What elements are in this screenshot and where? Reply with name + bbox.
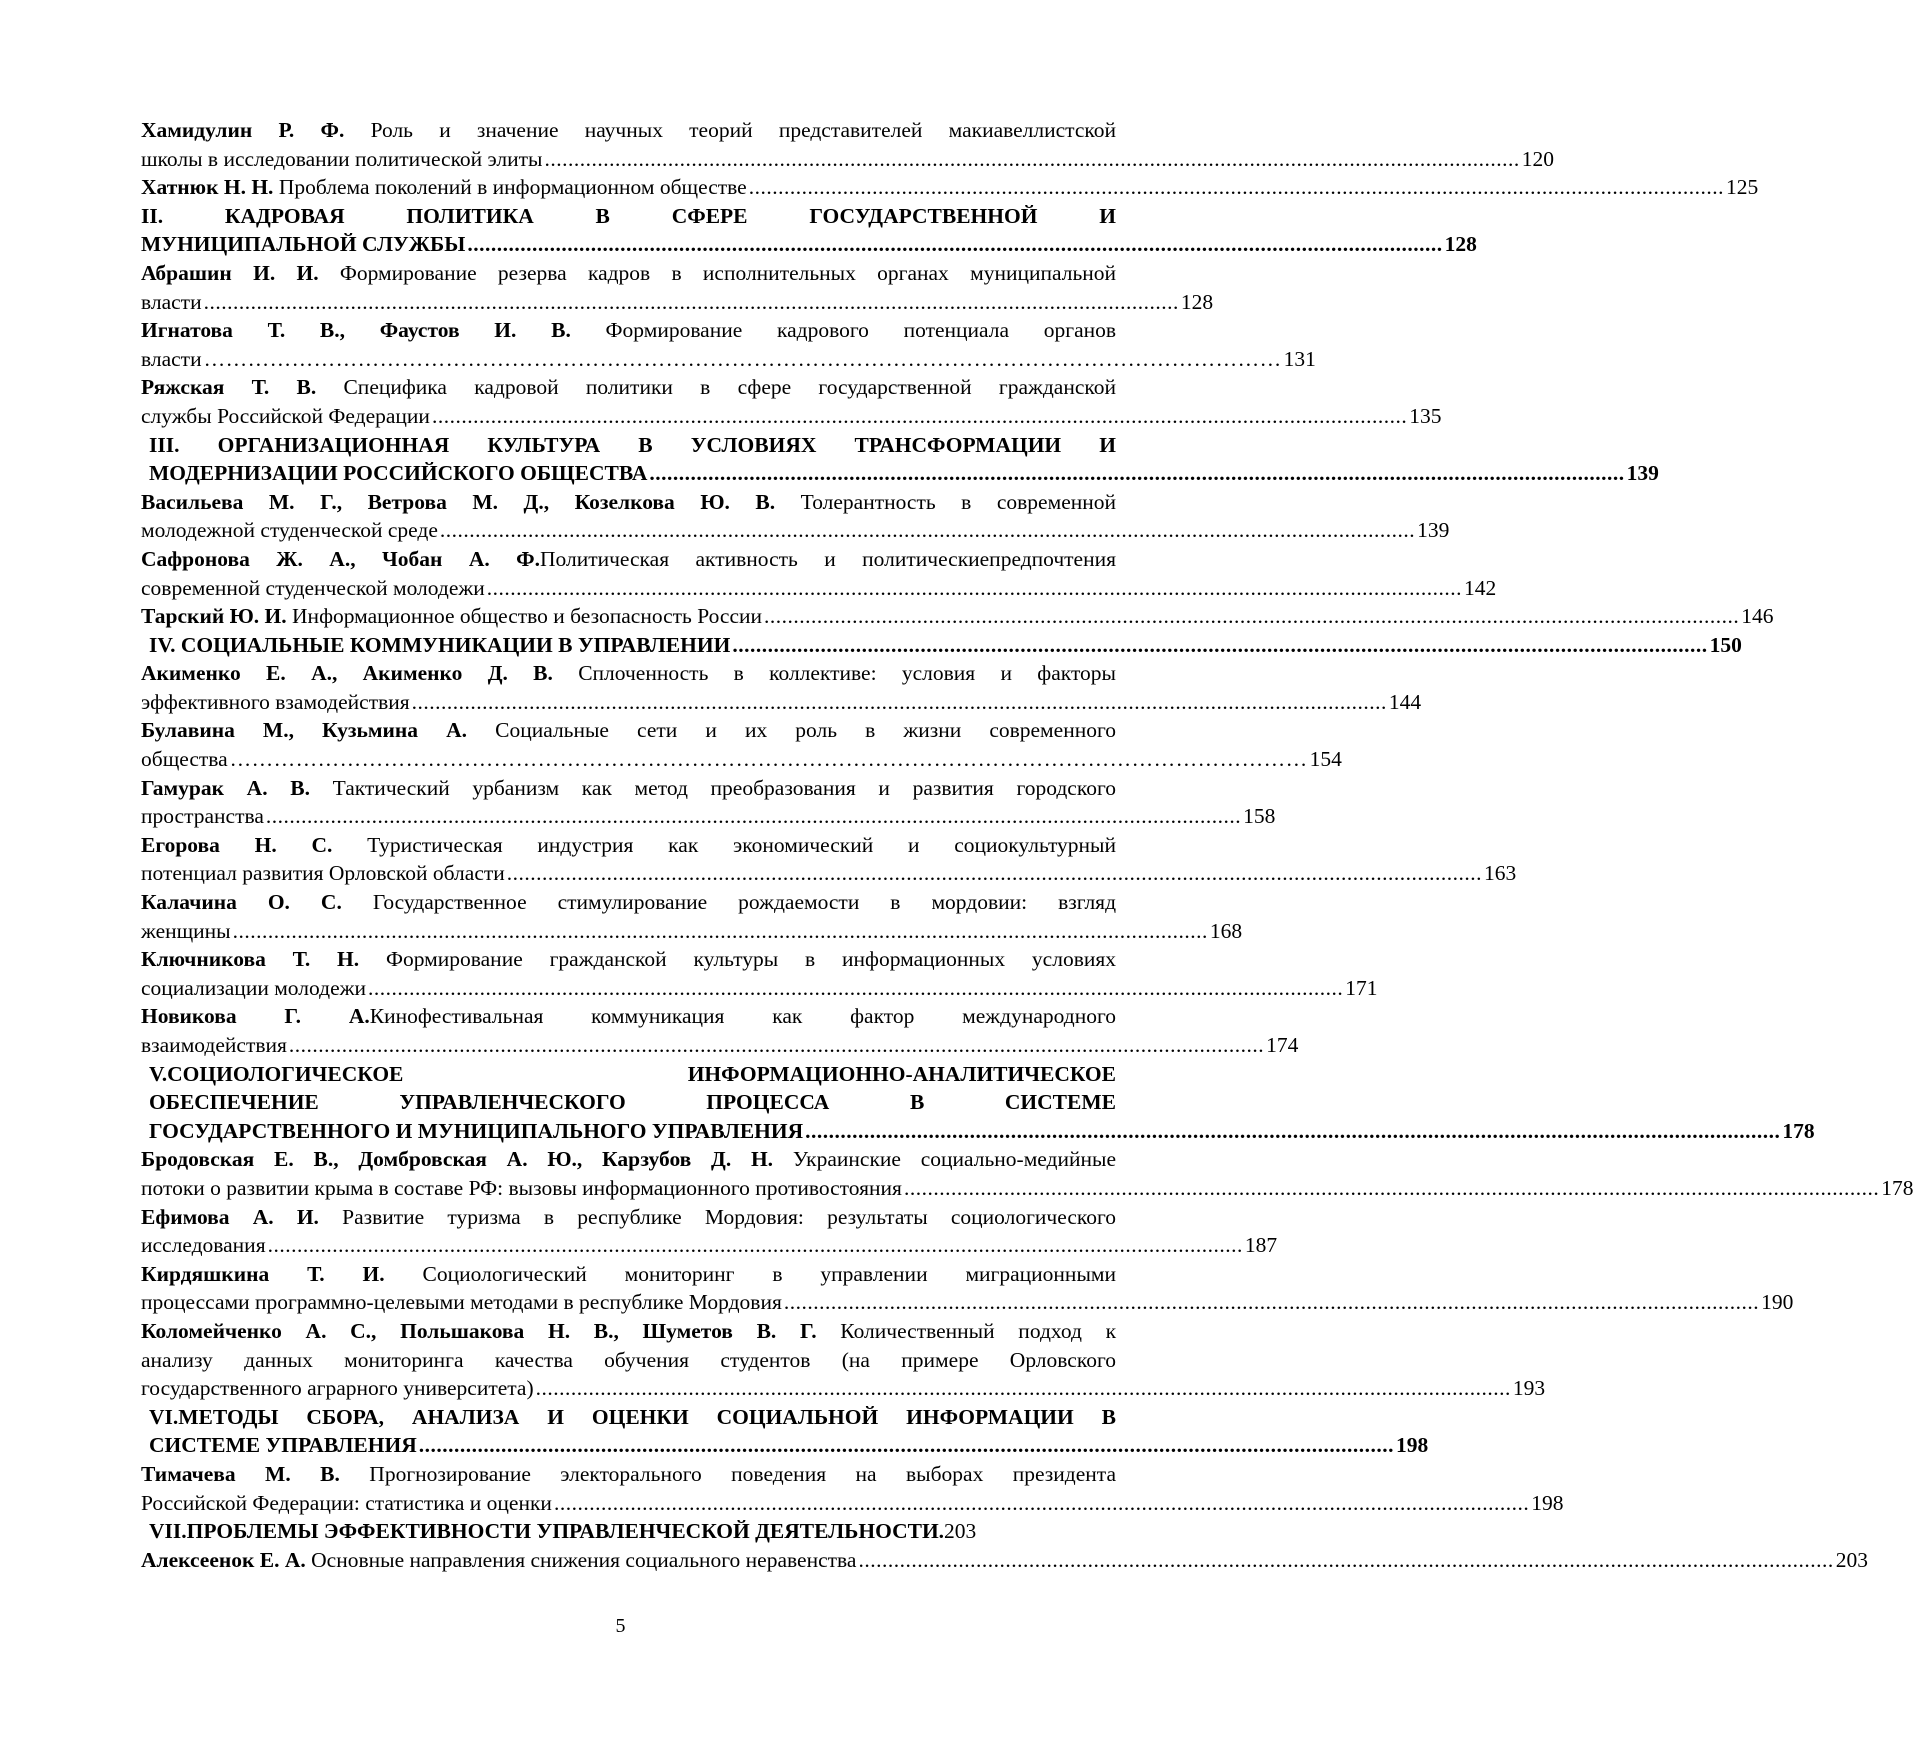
- toc-line: [141, 745, 1342, 774]
- section-heading: [141, 230, 1477, 259]
- page-ref: 146: [1741, 604, 1774, 629]
- page-ref: 150: [1709, 632, 1742, 657]
- section-title: СИСТЕМЕ УПРАВЛЕНИЯ: [149, 1433, 417, 1458]
- toc-line: [141, 859, 1517, 888]
- toc-line: [141, 1145, 1116, 1174]
- toc-line: [141, 488, 1116, 517]
- page-ref: 203: [944, 1519, 977, 1544]
- page-ref: 174: [1266, 1033, 1299, 1057]
- entry-title: Политическая активность и политическиепредпочтения: [539, 546, 1116, 571]
- entry-author: Гамурак А. В.: [141, 775, 310, 800]
- entry-title: Количественный подход к: [840, 1318, 1117, 1343]
- entry-title: школы в исследовании политической элиты: [141, 146, 543, 171]
- entry-title: эффективного взамодействия: [141, 689, 410, 714]
- page-ref: 144: [1388, 689, 1422, 714]
- toc-line: [141, 1031, 1299, 1060]
- entry-author: Игнатова Т. В., Фаустов И. В.: [141, 318, 571, 343]
- entry-title: Украинские социально-медийные: [792, 1147, 1117, 1172]
- toc-line: [141, 402, 1442, 431]
- entry-title: Кинофестивальная коммуникация как фактор международного: [369, 1004, 1116, 1029]
- leader-dots: ......................................................................................................................................................................: [903, 1175, 1880, 1200]
- entry-author: Тимачева М. В.: [141, 1461, 340, 1486]
- toc-line: [141, 974, 1378, 1003]
- section-heading: [141, 631, 1742, 660]
- toc-line: [141, 259, 1116, 288]
- toc-line: [141, 288, 1214, 317]
- leader-dots: ......................................................................................................................................................................: [732, 632, 1708, 657]
- entry-title: Формирование гражданской культуры в информационных условиях: [386, 947, 1116, 972]
- page-ref: 128: [1444, 232, 1477, 257]
- page-ref: 178: [1782, 1118, 1815, 1143]
- page-ref: 168: [1209, 918, 1243, 943]
- entry-title: пространства: [141, 804, 264, 829]
- toc-line: [141, 1288, 1794, 1317]
- toc-line: [141, 945, 1116, 974]
- toc-line: [141, 1346, 1116, 1375]
- leader-dots: ......................................................................................................................................................................: [748, 175, 1724, 200]
- toc-line: [141, 173, 1759, 202]
- leader-dots: ......................................................................................................................................................................: [467, 232, 1443, 257]
- toc-line: [141, 688, 1422, 717]
- toc-line: [141, 659, 1116, 688]
- page-ref: 190: [1761, 1290, 1794, 1315]
- entry-author: Акименко Е. А., Акименко Д. В.: [141, 661, 553, 686]
- entry-title: Информационное общество и безопасность России: [292, 604, 763, 629]
- leader-dots: …………………………………………………………………………………………………………………………………: [203, 346, 1282, 371]
- leader-dots: ......................................................................................................................................................................: [203, 289, 1179, 314]
- leader-dots: ......................................................................................................................................................................: [431, 403, 1408, 428]
- entry-author: Булавина М., Кузьмина А.: [141, 718, 468, 743]
- page-ref: 125: [1725, 175, 1759, 200]
- entry-author: Хамидулин Р. Ф.: [141, 118, 345, 142]
- leader-dots: ......................................................................................................................................................................: [486, 575, 1463, 600]
- toc-line: [141, 316, 1116, 345]
- page-ref: 203: [1835, 1547, 1868, 1572]
- leader-dots: ......................................................................................................................................................................: [764, 604, 1740, 629]
- page-ref: 128: [1180, 289, 1214, 314]
- entry-author: Егорова Н. С.: [141, 832, 333, 857]
- section-heading: [141, 1517, 1116, 1546]
- entry-title: Социологический мониторинг в управлении миграционными: [422, 1261, 1116, 1286]
- entry-title: Основные направления снижения социального неравенства: [311, 1547, 857, 1572]
- leader-dots: ......................................................................................................................................................................: [649, 461, 1625, 486]
- toc-line: [141, 574, 1497, 603]
- entry-author: Калачина О. С.: [141, 890, 342, 915]
- page-number: 5: [615, 1615, 626, 1637]
- leader-dots: ......................................................................................................................................................................: [418, 1433, 1394, 1458]
- entry-title: Сплоченность в коллективе: условия и факторы: [578, 661, 1117, 686]
- toc-line: [141, 545, 1116, 574]
- entry-author: Хатнюк Н. Н.: [141, 175, 274, 200]
- entry-title: общества: [141, 747, 228, 772]
- toc-line: [141, 1374, 1546, 1403]
- entry-title: молодежной студенческой среде: [141, 518, 438, 543]
- entry-author: Алексеенок Е. А.: [141, 1547, 306, 1572]
- page-ref: 131: [1283, 346, 1316, 371]
- entry-title: взаимодействия: [141, 1033, 287, 1057]
- leader-dots: …………………………………………………………………………………………………………………………………: [229, 747, 1308, 772]
- entry-author: Тарский Ю. И.: [141, 604, 287, 629]
- toc-line: [141, 888, 1116, 917]
- toc-line: [141, 1460, 1116, 1489]
- entry-title: Прогнозирование электорального поведения на выборах президента: [369, 1461, 1116, 1486]
- entry-title: Толерантность в современной: [800, 489, 1117, 514]
- section-heading: ОБЕСПЕЧЕНИЕ УПРАВЛЕНЧЕСКОГО ПРОЦЕССА В СИСТЕМЕ: [149, 1090, 1116, 1115]
- entry-title: государственного аграрного университета): [141, 1376, 534, 1401]
- section-title: ГОСУДАРСТВЕННОГО И МУНИЦИПАЛЬНОГО УПРАВЛЕНИЯ: [149, 1118, 804, 1143]
- entry-title: женщины: [141, 918, 231, 943]
- entry-author: Васильева М. Г., Ветрова М. Д., Козелкова Ю. В.: [141, 489, 776, 514]
- page-ref: 163: [1484, 861, 1517, 886]
- section-heading: [141, 1117, 1815, 1146]
- toc-line: [141, 516, 1450, 545]
- toc-line: [141, 1002, 1116, 1031]
- leader-dots: ......................................................................................................................................................................: [288, 1033, 1265, 1057]
- leader-dots: ......................................................................................................................................................................: [805, 1118, 1781, 1143]
- page-ref: 193: [1512, 1376, 1546, 1401]
- entry-title: Формирование кадрового потенциала органов: [605, 318, 1117, 343]
- entry-author: Кирдяшкина Т. И.: [141, 1261, 385, 1286]
- page-ref: 158: [1243, 804, 1276, 829]
- entry-title: исследования: [141, 1233, 266, 1258]
- page-ref: 120: [1521, 146, 1554, 171]
- entry-title: Развитие туризма в республике Мордовия: результаты социологического: [342, 1204, 1117, 1229]
- leader-dots: ......................................................................................................................................................................: [367, 975, 1344, 1000]
- entry-title: Туристическая индустрия как экономический и социокультурный: [367, 832, 1117, 857]
- section-title: VII.ПРОБЛЕМЫ ЭФФЕКТИВНОСТИ УПРАВЛЕНЧЕСКОЙ ДЕЯТЕЛЬНОСТИ.: [149, 1519, 945, 1544]
- leader-dots: ......................................................................................................................................................................: [265, 804, 1242, 829]
- toc-line: [141, 774, 1116, 803]
- entry-title: потоки о развитии крыма в составе РФ: вызовы информационного противостояния: [141, 1175, 902, 1200]
- section-heading: III. ОРГАНИЗАЦИОННАЯ КУЛЬТУРА В УСЛОВИЯХ ТРАНСФОРМАЦИИ И: [149, 432, 1116, 457]
- page-ref: 142: [1464, 575, 1497, 600]
- leader-dots: ......................................................................................................................................................................: [783, 1290, 1760, 1315]
- page-ref: 198: [1395, 1433, 1429, 1458]
- toc-line: [141, 373, 1116, 402]
- leader-dots: ......................................................................................................................................................................: [411, 689, 1387, 714]
- entry-author: Абрашин И. И.: [141, 260, 319, 285]
- entry-author: Ефимова А. И.: [141, 1204, 319, 1229]
- entry-title: Российской Федерации: статистика и оценки: [141, 1490, 552, 1515]
- page-ref: 135: [1409, 403, 1442, 428]
- entry-title: Проблема поколений в информационном обществе: [278, 175, 747, 200]
- toc-line: [141, 1489, 1564, 1518]
- toc-line: [141, 716, 1116, 745]
- entry-title: власти: [141, 346, 202, 371]
- section-heading: VI.МЕТОДЫ СБОРА, АНАЛИЗА И ОЦЕНКИ СОЦИАЛЬНОЙ ИНФОРМАЦИИ В: [149, 1404, 1116, 1429]
- toc-line: [141, 917, 1243, 946]
- section-heading: [141, 459, 1659, 488]
- leader-dots: ......................................................................................................................................................................: [535, 1376, 1511, 1401]
- entry-title: Социальные сети и их роль в жизни современного: [495, 718, 1116, 743]
- leader-dots: ......................................................................................................................................................................: [858, 1547, 1834, 1572]
- page-ref: 139: [1626, 461, 1659, 486]
- leader-dots: ......................................................................................................................................................................: [439, 518, 1416, 543]
- toc-line: [141, 602, 1774, 631]
- leader-dots: ......................................................................................................................................................................: [544, 146, 1520, 171]
- page-ref: 171: [1345, 975, 1378, 1000]
- entry-title: Формирование резерва кадров в исполнительных органах муниципальной: [339, 260, 1117, 285]
- toc-line: [141, 1174, 1913, 1203]
- leader-dots: ......................................................................................................................................................................: [232, 918, 1208, 943]
- page-ref: 139: [1417, 518, 1450, 543]
- entry-title: Тактический урбанизм как метод преобразования и развития городского: [332, 775, 1116, 800]
- leader-dots: ......................................................................................................................................................................: [506, 861, 1483, 886]
- entry-title: потенциал развития Орловской области: [141, 861, 505, 886]
- page-ref: 154: [1309, 747, 1342, 772]
- entry-title: Государственное стимулирование рождаемости в мордовии: взгляд: [372, 890, 1117, 915]
- toc-line: [141, 1317, 1116, 1346]
- toc-line: [141, 1203, 1116, 1232]
- section-title: МУНИЦИПАЛЬНОЙ СЛУЖБЫ: [141, 232, 466, 257]
- toc-line: [141, 831, 1116, 860]
- entry-author: Ключникова Т. Н.: [141, 947, 360, 972]
- entry-title: службы Российской Федерации: [141, 403, 430, 428]
- page-ref: 198: [1531, 1490, 1564, 1515]
- entry-title: современной студенческой молодежи: [141, 575, 485, 600]
- section-heading: [141, 1431, 1429, 1460]
- page-ref: 178: [1881, 1175, 1913, 1200]
- entry-title: анализу данных мониторинга качества обучения студентов (на примере Орловского: [141, 1347, 1116, 1372]
- toc-line: [141, 145, 1554, 174]
- entry-author: Новикова Г. А.: [141, 1004, 370, 1029]
- toc-line: [141, 116, 1116, 145]
- entry-author: Бродовская Е. В., Домбровская А. Ю., Карзубов Д. Н.: [141, 1147, 774, 1172]
- section-heading: V.СОЦИОЛОГИЧЕСКОЕ ИНФОРМАЦИОННО-АНАЛИТИЧЕСКОЕ: [149, 1061, 1116, 1086]
- toc-line: [141, 345, 1316, 374]
- entry-title: социализации молодежи: [141, 975, 366, 1000]
- toc-line: [141, 802, 1276, 831]
- leader-dots: ......................................................................................................................................................................: [267, 1233, 1243, 1258]
- entry-author: Ряжская Т. В.: [141, 375, 317, 400]
- section-title: МОДЕРНИЗАЦИИ РОССИЙСКОГО ОБЩЕСТВА: [149, 461, 648, 486]
- toc-line: [141, 1231, 1278, 1260]
- toc-line: [141, 1260, 1116, 1289]
- entry-title: Роль и значение научных теорий представителей макиавеллистской: [370, 118, 1116, 142]
- entry-title: процессами программно-целевыми методами в республике Мордовия: [141, 1290, 782, 1315]
- section-title: IV. СОЦИАЛЬНЫЕ КОММУНИКАЦИИ В УПРАВЛЕНИИ: [149, 632, 731, 657]
- entry-author: Сафронова Ж. А., Чобан А. Ф.: [141, 546, 540, 571]
- entry-title: власти: [141, 289, 202, 314]
- entry-title: Специфика кадровой политики в сфере государственной гражданской: [343, 375, 1117, 400]
- toc-line: [141, 1546, 1868, 1575]
- page-ref: 187: [1244, 1233, 1278, 1258]
- entry-author: Коломейченко А. С., Польшакова Н. В., Шуметов В. Г.: [141, 1318, 817, 1343]
- section-heading: II. КАДРОВАЯ ПОЛИТИКА В СФЕРЕ ГОСУДАРСТВЕННОЙ И: [141, 203, 1116, 228]
- table-of-contents: [141, 116, 1913, 1574]
- leader-dots: ......................................................................................................................................................................: [553, 1490, 1530, 1515]
